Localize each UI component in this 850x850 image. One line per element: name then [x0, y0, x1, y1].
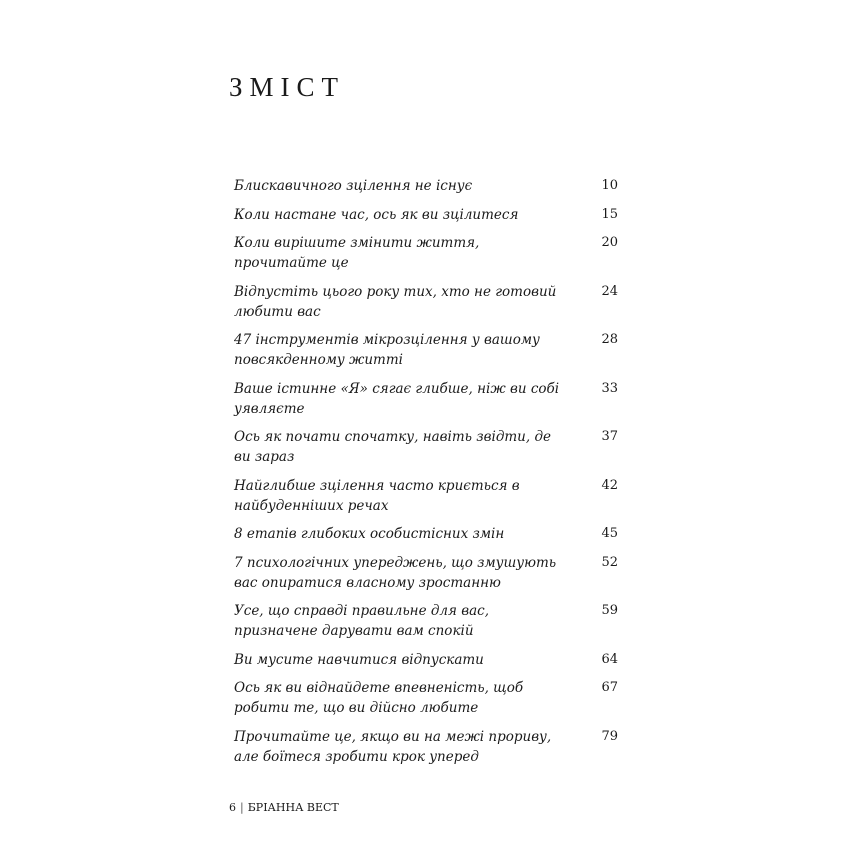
- toc-entry: [234, 476, 618, 516]
- toc-entry-title: Прочитайте це, якщо ви на межі прориву, але боїтеся зробити крок уперед: [234, 728, 552, 765]
- toc-entry-page: 28: [601, 332, 618, 347]
- toc-entry-page: 79: [601, 728, 618, 744]
- footer-page-number: 6: [229, 801, 236, 814]
- toc-entry-title: 8 етапів глибоких особистісних змін: [234, 526, 505, 542]
- toc-entry-title: 7 психологічних упереджень, що змушують вас опиратися власному зростанню: [234, 554, 557, 591]
- toc-entry-page: 67: [601, 680, 618, 695]
- toc-entry: [234, 176, 618, 196]
- page-footer: [229, 800, 339, 816]
- toc-entry-title: Ви мусите навчитися відпускати: [234, 651, 484, 668]
- toc-entry-title: Відпустіть цього року тих, хто не готовий любити вас: [234, 283, 557, 320]
- toc-entry: [234, 427, 618, 467]
- toc-entry-page: 37: [601, 429, 618, 444]
- toc-entry: [234, 553, 618, 593]
- toc-entry-title: Коли вирішите змінити життя, прочитайте це: [234, 235, 480, 271]
- toc-entry-title: Ось як почати спочатку, навіть звідти, де ви зараз: [234, 429, 551, 465]
- table-of-contents: [234, 176, 618, 775]
- toc-entry: [234, 524, 618, 544]
- toc-entry: [234, 727, 618, 767]
- toc-entry-page: 52: [601, 554, 618, 570]
- toc-entry-page: 24: [601, 283, 618, 299]
- toc-entry: [234, 233, 618, 273]
- toc-entry-page: 10: [601, 178, 618, 193]
- toc-entry-title: Найглибше зцілення часто криється в найбуденніших речах: [234, 477, 520, 514]
- toc-entry: [234, 678, 618, 718]
- toc-entry-page: 33: [601, 380, 618, 396]
- toc-entry-title: Ваше істинне «Я» сягає глибше, ніж ви собі уявляєте: [234, 380, 560, 417]
- footer-author: БРІАННА ВЕСТ: [247, 801, 339, 814]
- page-title: ЗМІСТ: [229, 72, 346, 102]
- toc-entry-page: 64: [601, 651, 618, 667]
- toc-entry: [234, 379, 618, 419]
- toc-entry: [234, 205, 618, 225]
- toc-entry-title: Коли настане час, ось як ви зцілитеся: [234, 206, 519, 223]
- toc-entry-title: Усе, що справді правильне для вас, призначене дарувати вам спокій: [234, 603, 489, 639]
- toc-entry-page: 45: [601, 526, 618, 541]
- toc-entry-page: 20: [601, 235, 618, 250]
- toc-entry-title: 47 інструментів мікрозцілення у вашому повсякденному житті: [234, 332, 540, 368]
- toc-entry-page: 15: [601, 206, 618, 222]
- toc-entry-title: Ось як ви віднайдете впевненість, щоб робити те, що ви дійсно любите: [234, 680, 524, 716]
- toc-entry: [234, 282, 618, 322]
- toc-entry-page: 42: [601, 477, 618, 493]
- toc-entry-title: Блискавичного зцілення не існує: [234, 178, 473, 194]
- toc-entry-page: 59: [601, 603, 618, 618]
- footer-separator: |: [240, 801, 244, 814]
- toc-entry: [234, 601, 618, 641]
- toc-entry: [234, 330, 618, 370]
- toc-entry: [234, 650, 618, 670]
